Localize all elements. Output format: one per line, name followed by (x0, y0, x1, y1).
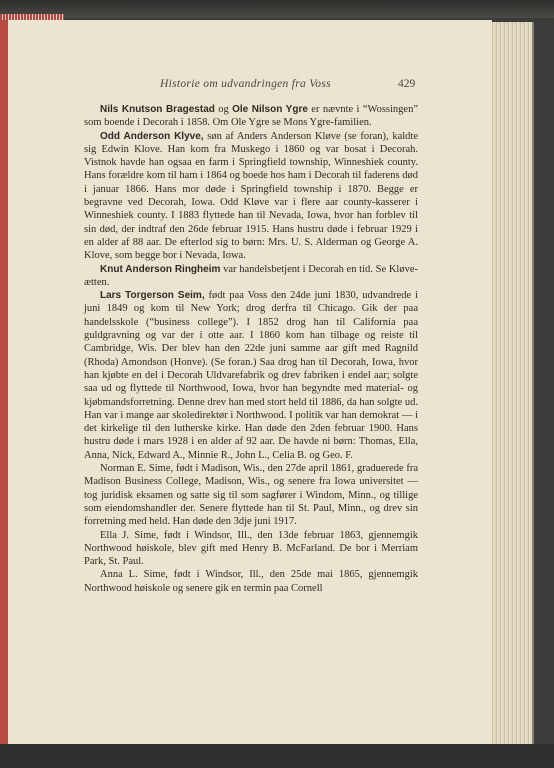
paragraph-seim (84, 289, 418, 462)
body-text (84, 103, 418, 595)
paragraph-klyve (84, 130, 418, 263)
entry-text: Ella J. Sime, født i Windsor, Ill., den 13de februar 1863, gjennemgik Northwood høiskole, blev gift med Henry B. McFarland. De bor i Merriam Park, St. Paul. (84, 529, 418, 568)
paragraph-bragestad (84, 103, 418, 130)
page-number: 429 (398, 78, 416, 90)
entry-text: født paa Voss den 24de juni 1830, udvandrede i juni 1849 og kom til New York; drog derfra til Chicago. Gik der paa handelsskole (“business college”). I 1852 drog han til California paa guldgravning og var der i otte aar. I 1860 kom han tilbage og reiste til Cambridge, Wis. Der blev han den 22de juni samme aar gift med Ragnild (Rhoda) Amondson (Honve). (Se foran.) Saa drog han til Decorah, Iowa, hvor han kjøbte en del i Decorah Uldvarefabrik og drev fabriken i endel aar; solgte saa ud og flyttede til Northwood, Iowa, hvor han begyndte med material- og kjøbmandsforretning. Denne drev han med stort held til 1886, da han solgte ud. Han var i mange aar skoledirektør i Northwood. I politik var han demokrat — i det kirkelige til den lutherske kirke. Han døde den 2den februar 1900. Hans hustru døde i mars 1928 i en alder af 92 aar. De havde ni børn: Thomas, Ella, Anna, Nick, Edward A., Minnie R., John L., Celia B. og Geo. F. (84, 290, 418, 461)
entry-name: Odd Anderson Klyve, (100, 130, 204, 142)
entry-name: Lars Torgerson Seim, (100, 290, 205, 302)
paragraph-anna-sime (84, 568, 418, 595)
book-top-edge (0, 0, 554, 18)
book-bottom-edge (0, 744, 554, 768)
entry-joiner: og (214, 104, 233, 115)
entry-text: søn af Anders Anderson Kløve (se foran), kaldte sig Edwin Klove. Han kom fra Muskego i 1860 og var bosat i Decorah. Vistnok havde han ogsaa en farm i Springfield township, Winneshiek county. Hans forældre kom til ham i 1864 og boede hos ham i Decorah til faderens død i januar 1866. Hans mor døde i Springfield township i 1870. Begge er begravne ved Decorah, Iowa. Odd Kløve var i flere aar county-kasserer i Winneshiek county. I 1883 flyttede han til Nevada, Iowa, hvor han forblev til sin død, der indtraf den 26de februar 1915. Hans hustru døde i februar 1929 i en alder af 88 aar. De efterlod sig to børn: Mrs. U. S. Alderman og George A. Klove, som begge bor i Nevada, Iowa. (84, 130, 418, 262)
entry-name: Knut Anderson Ringheim (100, 263, 221, 275)
entry-name-second: Ole Nilson Ygre (232, 104, 308, 115)
page-header (160, 70, 460, 92)
entry-text: Anna L. Sime, født i Windsor, Ill., den 25de mai 1865, gjennemgik Northwood høiskole og senere gik en termin paa Cornell (84, 569, 418, 594)
page-fore-edge (486, 22, 534, 746)
entry-text: Norman E. Sime, født i Madison, Wis., den 27de april 1861, graduerede fra Madison Business College, Madison, Wis., og senere fra Iowa universitet — tog juridisk eksamen og satte sig til som sagfører i Windom, Minn., og tillige som eiendomshandler der. Senere flyttede han til St. Paul, Minn., og drev sin forretning med held. Han døde den 3dje juni 1917. (84, 463, 418, 528)
entry-text: var handelsbetjent i Decorah en tid. Se Kløve-ætten. (84, 263, 418, 288)
running-title: Historie om udvandringen fra Voss (160, 78, 331, 90)
paragraph-ringheim (84, 263, 418, 290)
entry-text: er nævnte i “Wossingen” som boende i Decorah i 1858. Om Ole Ygre se Mons Ygre-familien. (84, 104, 418, 129)
entry-name: Nils Knutson Bragestad (100, 104, 215, 115)
paragraph-norman-sime (84, 462, 418, 528)
paragraph-ella-sime (84, 529, 418, 569)
